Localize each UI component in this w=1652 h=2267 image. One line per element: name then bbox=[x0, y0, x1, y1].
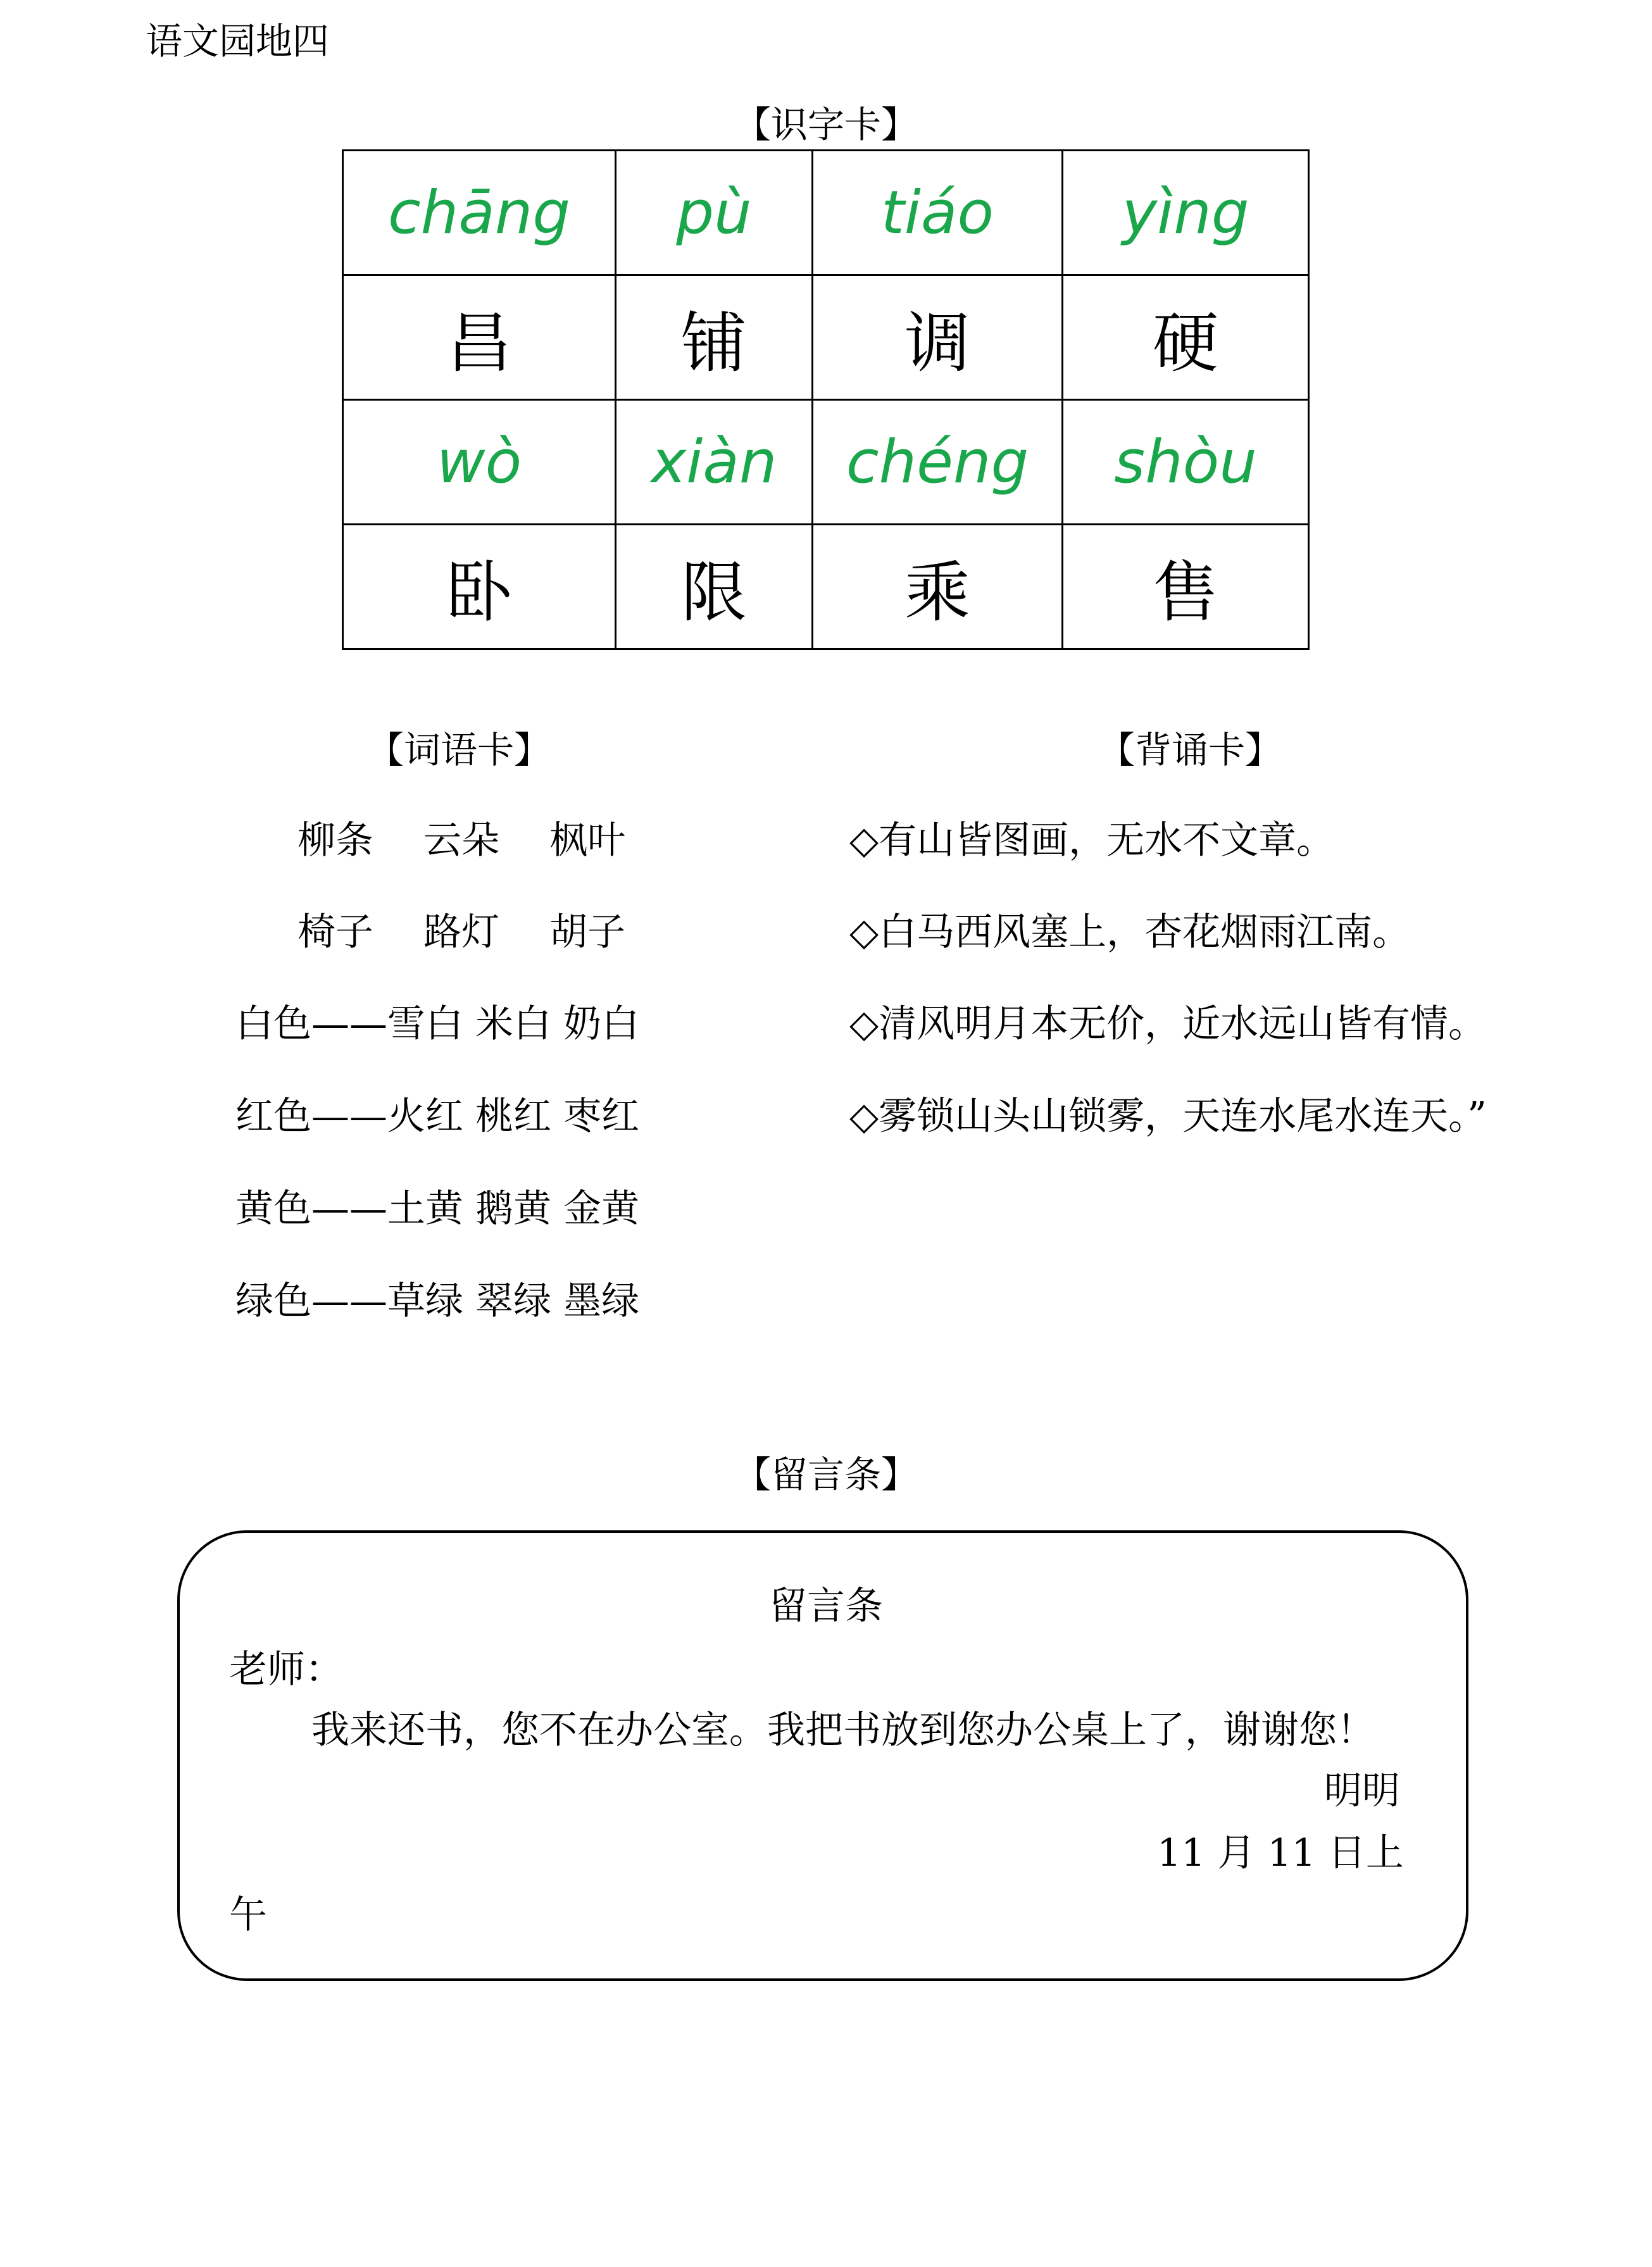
hanzi-cell: 乘 bbox=[813, 525, 1063, 649]
hanzi-cell: 昌 bbox=[343, 275, 616, 400]
hanzi-cell: 卧 bbox=[343, 525, 616, 649]
hanzi-card-table bbox=[342, 149, 1310, 650]
word-card-heading: 【词语卡】 bbox=[367, 728, 551, 771]
note-date: 11 月 11 日上 bbox=[1157, 1831, 1404, 1875]
word-line: 白色——雪白 米白 奶白 bbox=[235, 1002, 640, 1046]
pinyin-row bbox=[343, 151, 1309, 275]
hanzi-row bbox=[343, 275, 1309, 400]
pinyin-cell: yìng bbox=[1063, 151, 1309, 275]
recite-card-heading: 【背诵卡】 bbox=[1098, 728, 1282, 771]
note-date-wrap: 午 bbox=[229, 1893, 267, 1937]
pinyin-cell: chāng bbox=[343, 151, 616, 275]
pinyin-cell: chéng bbox=[813, 400, 1063, 525]
pinyin-cell: tiáo bbox=[813, 151, 1063, 275]
recite-line: ◇白马西风塞上，杏花烟雨江南。 bbox=[849, 910, 1411, 954]
hanzi-cell: 限 bbox=[616, 525, 813, 649]
pinyin-cell: shòu bbox=[1063, 400, 1309, 525]
recite-line: ◇清风明月本无价，近水远山皆有情。 bbox=[849, 1002, 1487, 1046]
pinyin-cell: xiàn bbox=[616, 400, 813, 525]
pinyin-cell: pù bbox=[616, 151, 813, 275]
hanzi-cell: 铺 bbox=[616, 275, 813, 400]
hanzi-cell: 售 bbox=[1063, 525, 1309, 649]
word-line: 黄色——土黄 鹅黄 金黄 bbox=[235, 1187, 640, 1231]
word-line: 红色——火红 桃红 枣红 bbox=[235, 1094, 640, 1139]
recite-line: ◇雾锁山头山锁雾，天连水尾水连天。” bbox=[849, 1094, 1487, 1139]
hanzi-cell: 硬 bbox=[1063, 275, 1309, 400]
note-title: 留言条 bbox=[769, 1584, 883, 1628]
hanzi-card-heading: 【识字卡】 bbox=[734, 103, 918, 146]
word-line: 绿色——草绿 翠绿 墨绿 bbox=[235, 1279, 640, 1323]
hanzi-cell: 调 bbox=[813, 275, 1063, 400]
pinyin-cell: wò bbox=[343, 400, 616, 525]
note-signature: 明明 bbox=[1324, 1769, 1400, 1813]
pinyin-row bbox=[343, 400, 1309, 525]
unit-title: 语文园地四 bbox=[146, 20, 330, 63]
word-line: 椅子 路灯 胡子 bbox=[297, 910, 626, 954]
note-salutation: 老师： bbox=[229, 1647, 343, 1692]
recite-line: ◇有山皆图画，无水不文章。 bbox=[849, 818, 1335, 863]
note-body: 我来还书，您不在办公室。我把书放到您办公桌上了，谢谢您！ bbox=[311, 1708, 1375, 1752]
hanzi-row bbox=[343, 525, 1309, 649]
word-line: 柳条 云朵 枫叶 bbox=[297, 818, 626, 863]
message-note-heading: 【留言条】 bbox=[734, 1453, 918, 1496]
